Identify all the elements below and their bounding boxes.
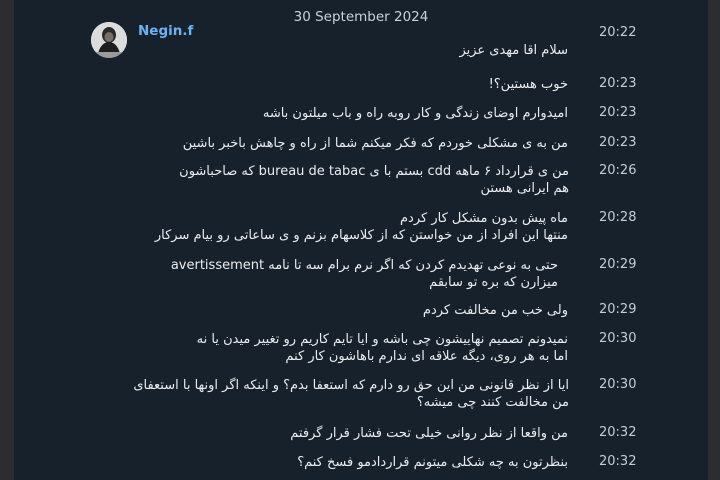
message-text: من واقعا از نظر روانی خیلی تحت فشار قرار گرفتم xyxy=(290,426,568,441)
date-separator: 30 September 2024 xyxy=(293,9,429,25)
message-text: ولی خب من مخالفت کردم xyxy=(422,303,568,318)
message-text: سلام اقا مهدی عزیز xyxy=(459,43,568,58)
chat-panel[interactable] xyxy=(14,0,708,480)
message-time: 20:28 xyxy=(599,210,637,225)
message-time: 20:23 xyxy=(599,76,637,91)
sender-avatar[interactable] xyxy=(91,22,127,58)
message-time: 20:26 xyxy=(599,163,637,178)
message-text: ایا از نظر قانونی من این حق رو دارم که استعفا بدم؟ و اینکه اگر اونها با استعفای من مخالفت کنند چی میشه؟ xyxy=(133,378,569,410)
message-text: ماه پیش بدون مشکل کار کردم منتها این افراد از من خواستن که از کلاسهام بزنم و ی ساعاتی رو بیام سرکار xyxy=(154,211,568,243)
message-time: 20:23 xyxy=(599,135,637,150)
message-time: 20:30 xyxy=(599,331,637,346)
message-text: خوب هستین؟! xyxy=(488,77,568,92)
message-text: من ی قرارداد ۶ ماهه cdd بستم با ی bureau de tabac که صاحباشون هم ایرانی هستن xyxy=(179,164,569,196)
message-time: 20:30 xyxy=(599,377,637,392)
message-time: 20:29 xyxy=(599,302,637,317)
message-time: 20:29 xyxy=(599,257,637,272)
message-text: من به ی مشکلی خوردم که فکر میکنم شما از راه و چاهش باخبر باشین xyxy=(182,136,568,151)
window-frame-right xyxy=(708,0,720,480)
avatar-photo-icon xyxy=(91,22,127,58)
sender-name[interactable]: Negin.f xyxy=(138,23,194,39)
message-text: امیدوارم اوضای زندگی و کار روبه راه و باب میلتون باشه xyxy=(262,106,568,121)
message-time: 20:32 xyxy=(599,454,637,469)
message-time: 20:23 xyxy=(599,105,637,120)
message-time: 20:22 xyxy=(599,25,637,40)
message-text: حتی به نوعی تهدیدم کردن که اگر نرم برام سه تا نامه avertissement میزارن که بره تو سابقم xyxy=(170,258,558,290)
window-frame-left xyxy=(0,0,14,480)
message-time: 20:32 xyxy=(599,425,637,440)
message-text: بنظرتون به چه شکلی میتونم قراردادمو فسخ کنم؟ xyxy=(297,455,568,470)
message-text: نمیدونم تصمیم نهاییشون چی باشه و ایا تایم کاریم رو تغییر میدن یا نه اما به هر روی، دیگه علاقه ای ندارم باهاشون کار کنم xyxy=(196,332,568,364)
